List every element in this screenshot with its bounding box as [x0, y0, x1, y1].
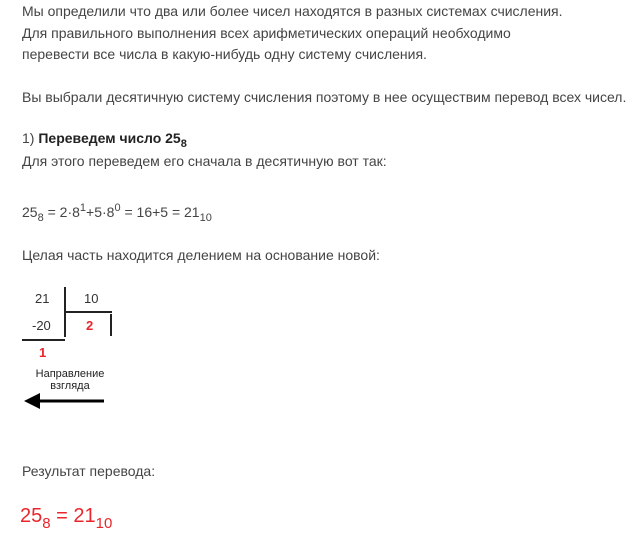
- step-heading-base: 8: [180, 138, 187, 150]
- division-remainder: 1: [39, 345, 47, 360]
- intro-line-4: Вы выбрали десятичную систему счисления поэтому в нее осуществим перевод всех чисел.: [22, 89, 627, 105]
- division-quotient: 2: [86, 318, 94, 333]
- formula-number-base: 8: [37, 212, 44, 224]
- conversion-formula: [22, 199, 212, 227]
- division-divisor: 10: [84, 291, 99, 306]
- result-lhs-base: 8: [42, 515, 51, 532]
- step-heading: [22, 129, 187, 153]
- formula-number: 25: [22, 204, 38, 220]
- direction-label-line-1: Направление: [35, 368, 105, 380]
- formula-exponent-1: 1: [79, 202, 87, 214]
- result-equals: =: [50, 505, 74, 527]
- formula-part-2: +5·8: [86, 204, 115, 220]
- result-lhs: 25: [20, 505, 43, 527]
- intro-line-2: Для правильного выполнения всех арифметических операций необходимо: [22, 25, 511, 41]
- division-subtrahend-underline: [22, 339, 65, 341]
- direction-label-line-2: взгляда: [50, 380, 90, 392]
- division-quotient-bar: [110, 314, 112, 336]
- result-rhs: 21: [73, 505, 96, 527]
- result-rhs-base: 10: [95, 515, 113, 532]
- step-prefix: 1): [22, 130, 39, 146]
- step-description: Для этого переведем его сначала в десятичную вот так:: [22, 153, 387, 169]
- direction-label: [30, 368, 110, 392]
- division-dividend: 21: [35, 291, 50, 306]
- formula-exponent-2: 0: [114, 202, 121, 214]
- division-divisor-underline: [64, 311, 112, 313]
- result-label: Результат перевода:: [22, 463, 156, 479]
- result-expression: [20, 505, 112, 532]
- division-subtrahend: -20: [32, 318, 51, 333]
- step-heading-text: Переведем число 25: [38, 130, 181, 146]
- formula-part-3: = 16+5 = 21: [120, 204, 200, 220]
- integer-part-note: Целая часть находится делением на основание новой:: [22, 247, 380, 263]
- formula-part-1: = 2·8: [43, 204, 80, 220]
- intro-line-1: Мы определили что два или более чисел находятся в разных системах счисления.: [22, 3, 563, 19]
- left-arrow-icon: [22, 392, 106, 410]
- formula-result-base: 10: [199, 212, 212, 224]
- intro-line-3: перевести все числа в какую-нибудь одну систему счисления.: [22, 46, 427, 62]
